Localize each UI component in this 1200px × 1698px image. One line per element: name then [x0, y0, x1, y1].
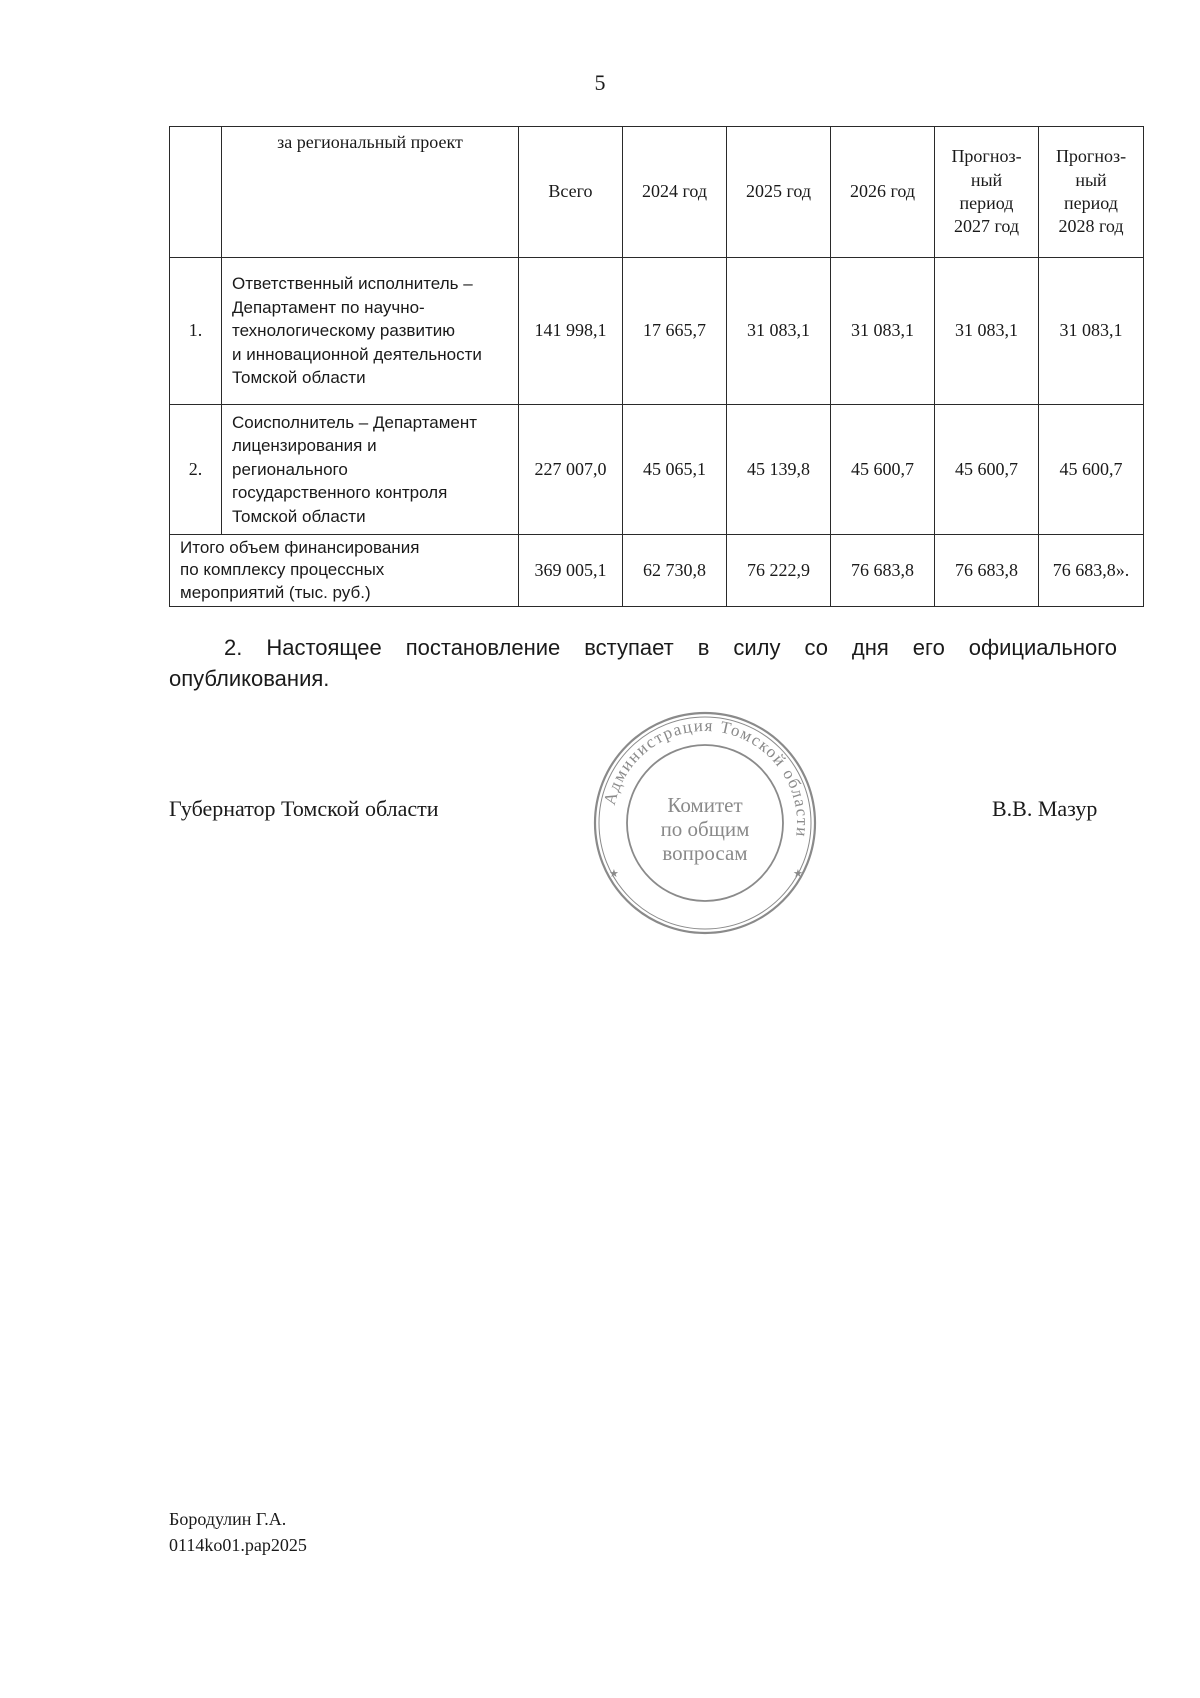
total-value-cell: 76 683,8».	[1039, 535, 1144, 607]
stamp-center-line-3: вопросам	[662, 841, 748, 865]
signer-name: В.В. Мазур	[992, 796, 1098, 821]
value-cell: 141 998,1	[519, 258, 623, 405]
table-header-row	[170, 127, 1144, 258]
row-label: Соисполнитель – Департамент лицензирования и регионального государственного контроля Томской области	[222, 405, 519, 535]
total-label: Итого объем финансирования по комплексу процессных мероприятий (тыс. руб.)	[170, 535, 519, 607]
header-col-total: Всего	[519, 127, 623, 258]
header-col-2026: 2026 год	[831, 127, 935, 258]
stamp-ring-textpath: Администрация Томской области	[599, 715, 813, 839]
value-cell: 45 065,1	[623, 405, 727, 535]
value-cell: 31 083,1	[1039, 258, 1144, 405]
header-col-2024: 2024 год	[623, 127, 727, 258]
value-cell: 17 665,7	[623, 258, 727, 405]
value-cell: 45 600,7	[935, 405, 1039, 535]
header-col-2027: Прогноз- ный период 2027 год	[935, 127, 1039, 258]
total-value-cell: 62 730,8	[623, 535, 727, 607]
stamp-star-right: ★	[793, 867, 803, 880]
value-cell: 227 007,0	[519, 405, 623, 535]
total-value-cell: 369 005,1	[519, 535, 623, 607]
official-stamp	[590, 708, 820, 938]
total-value-cell: 76 683,8	[831, 535, 935, 607]
table-row	[170, 405, 1144, 535]
stamp-center-line-1: Комитет	[667, 793, 743, 817]
effective-date-paragraph: 2. Настоящее постановление вступает в силу со дня его официального опубликования.	[169, 635, 1117, 691]
stamp-star-left: ★	[609, 867, 619, 880]
row-index: 1.	[170, 258, 222, 405]
signer-title: Губернатор Томской области	[169, 796, 439, 821]
total-value-cell: 76 683,8	[935, 535, 1039, 607]
value-cell: 31 083,1	[727, 258, 831, 405]
row-label: Ответственный исполнитель – Департамент по научно- технологическому развитию и инновационной деятельности Томской области	[222, 258, 519, 405]
header-index-cell	[170, 127, 222, 258]
row-index: 2.	[170, 405, 222, 535]
value-cell: 45 139,8	[727, 405, 831, 535]
value-cell: 31 083,1	[935, 258, 1039, 405]
total-value-cell: 76 222,9	[727, 535, 831, 607]
header-col-2028: Прогноз- ный период 2028 год	[1039, 127, 1144, 258]
value-cell: 31 083,1	[831, 258, 935, 405]
table-row	[170, 258, 1144, 405]
header-title-cell: за региональный проект	[222, 127, 519, 258]
page-number: 5	[594, 70, 606, 95]
table-total-row	[170, 535, 1144, 607]
value-cell: 45 600,7	[1039, 405, 1144, 535]
stamp-center-line-2: по общим	[660, 817, 750, 841]
header-col-2025: 2025 год	[727, 127, 831, 258]
footer	[169, 1506, 307, 1558]
value-cell: 45 600,7	[831, 405, 935, 535]
footer-author: Бородулин Г.А.	[169, 1509, 287, 1529]
financing-table	[169, 126, 1144, 607]
footer-file-code: 0114ko01.pap2025	[169, 1535, 307, 1555]
